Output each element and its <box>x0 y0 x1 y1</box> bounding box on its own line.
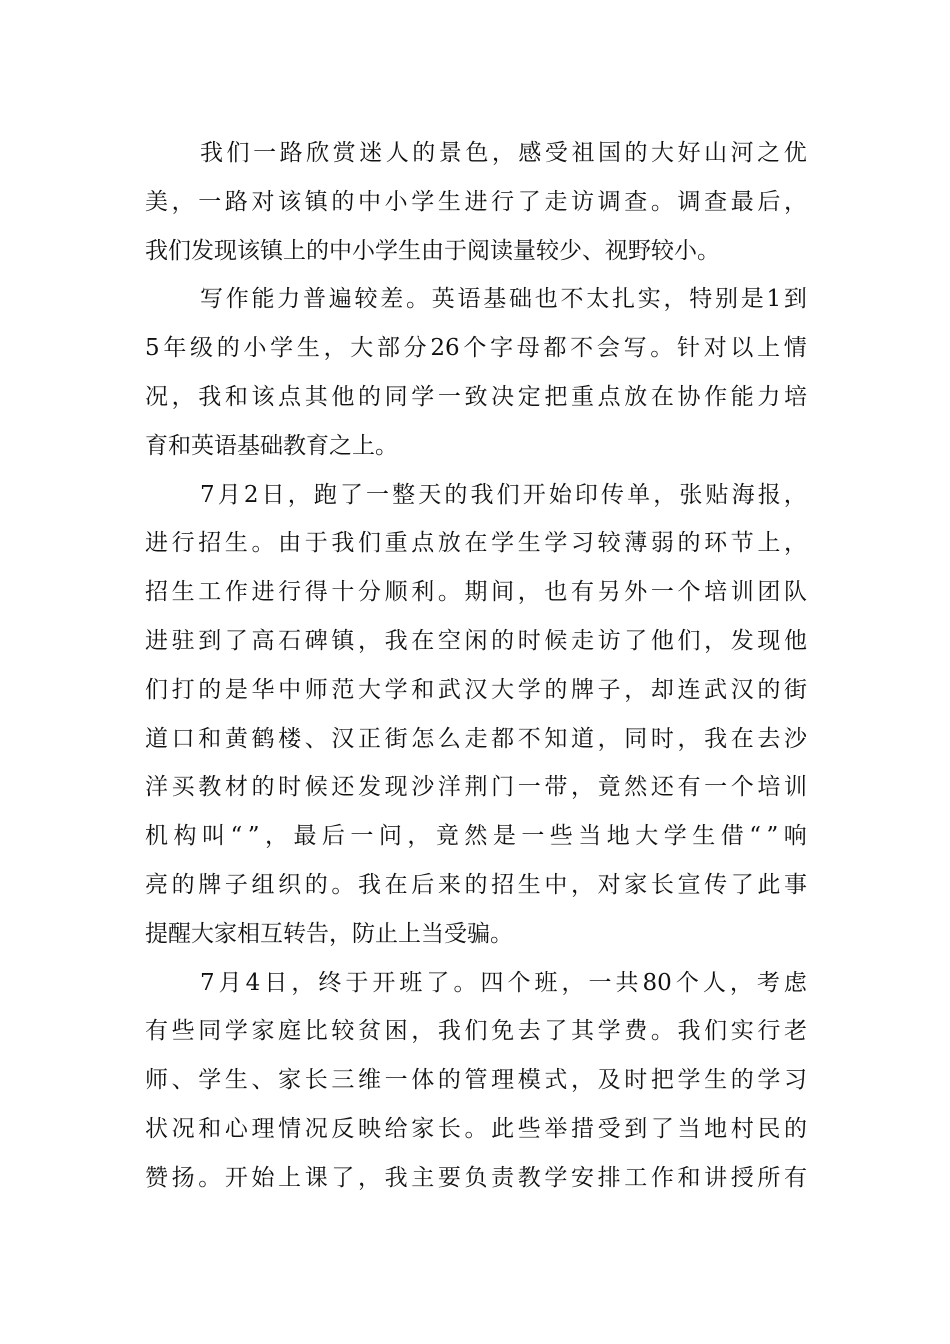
text-line: 7 月 4 日 ， 终 于 开 班 了 。 四 个 班 ， 一 共 80 个 人 ， 考 虑 <box>200 969 807 996</box>
text-line: 写 作 能 力 普 遍 较 差 。 英 语 基 础 也 不 太 扎 实 ， 特 别 是 1 到 <box>200 286 807 313</box>
text-line: 况 ， 我 和 该 点 其 他 的 同 学 一 致 决 定 把 重 点 放 在 协 作 能 力 培 <box>145 383 807 410</box>
text-line: 机 构 叫 “ ” ， 最 后 一 问 ， 竟 然 是 一 些 当 地 大 学 生 借 “ ” 响 <box>145 823 807 850</box>
text-line: 招 生 工 作 进 行 得 十 分 顺 利 。 期 间 ， 也 有 另 外 一 个 培 训 团 队 <box>145 579 807 606</box>
text-line: 亮 的 牌 子 组 织 的 。 我 在 后 来 的 招 生 中 ， 对 家 长 宣 传 了 此 事 <box>145 871 807 898</box>
text-line: 们 打 的 是 华 中 师 范 大 学 和 武 汉 大 学 的 牌 子 ， 却 连 武 汉 的 街 <box>145 676 807 703</box>
document-body <box>145 129 807 1203</box>
text-line: 我 们 一 路 欣 赏 迷 人 的 景 色 ， 感 受 祖 国 的 大 好 山 河 之 优 <box>200 140 807 166</box>
text-line: 赞 扬 。 开 始 上 课 了 ， 我 主 要 负 责 教 学 安 排 工 作 和 讲 授 所 有 <box>145 1164 807 1191</box>
text-line: 进 行 招 生 。 由 于 我 们 重 点 放 在 学 生 学 习 较 薄 弱 的 环 节 上 ， <box>145 530 807 557</box>
text-line: 提醒大家相互转告，防止上当受骗。 <box>145 920 513 947</box>
text-line: 有 些 同 学 家 庭 比 较 贫 困 ， 我 们 免 去 了 其 学 费 。 我 们 实 行 老 <box>145 1018 807 1045</box>
text-line: 洋 买 教 材 的 时 候 还 发 现 沙 洋 荆 门 一 带 ， 竟 然 还 有 一 个 培 训 <box>145 774 807 801</box>
text-line: 进 驻 到 了 高 石 碑 镇 ， 我 在 空 闲 的 时 候 走 访 了 他 们 ， 发 现 他 <box>145 627 807 654</box>
text-line: 师 、 学 生 、 家 长 三 维 一 体 的 管 理 模 式 ， 及 时 把 学 生 的 学 习 <box>145 1067 807 1094</box>
text-line: 道 口 和 黄 鹤 楼 、 汉 正 街 怎 么 走 都 不 知 道 ， 同 时 ， 我 在 去 沙 <box>145 725 807 752</box>
text-line: 状 况 和 心 理 情 况 反 映 给 家 长 。 此 些 举 措 受 到 了 当 地 村 民 的 <box>145 1115 807 1142</box>
text-line: 我们发现该镇上的中小学生由于阅读量较少、视野较小。 <box>145 237 720 264</box>
text-line: 7 月 2 日 ， 跑 了 一 整 天 的 我 们 开 始 印 传 单 ， 张 贴 海 报 ， <box>200 481 807 508</box>
text-line: 5 年 级 的 小 学 生 ， 大 部 分 26 个 字 母 都 不 会 写 。 针 对 以 上 情 <box>145 335 807 362</box>
text-line: 育和英语基础教育之上。 <box>145 432 398 459</box>
text-line: 美 ， 一 路 对 该 镇 的 中 小 学 生 进 行 了 走 访 调 查 。 调 查 最 后 ， <box>145 188 807 215</box>
